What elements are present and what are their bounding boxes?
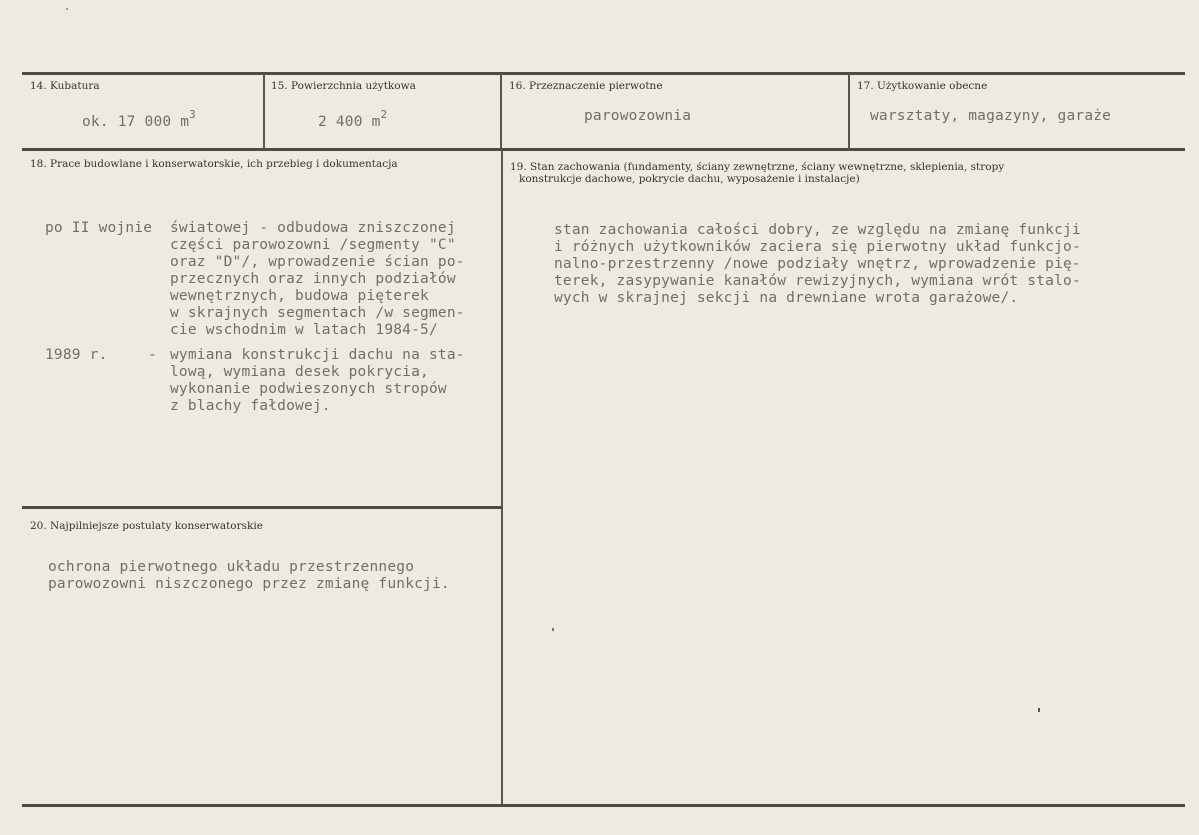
paper-speck — [1038, 708, 1040, 712]
field-20-line: ochrona pierwotnego układu przestrzennego — [48, 559, 415, 575]
main-column-divider — [501, 150, 503, 805]
field-18-entry2-prefix: 1989 r. — [45, 347, 108, 363]
field-19-line: wych w skrajnej sekcji na drewniane wrota garażowe/. — [554, 290, 1019, 306]
field-19-line: stan zachowania całości dobry, ze względu na zmianę funkcji — [554, 222, 1081, 238]
field-19-line: terek, zasypywanie kanałów rewizyjnych, wymiana wrót stalo- — [554, 273, 1081, 289]
field-17-value: warsztaty, magazyny, garaże — [870, 108, 1112, 124]
paper-speck — [552, 628, 554, 631]
row1-bottom-rule — [22, 148, 1185, 151]
field-18-entry1-line: oraz "D"/, wprowadzenie ścian po- — [170, 254, 465, 270]
field-18-label: 18. Prace budowlane i konserwatorskie, ich przebieg i dokumentacja — [30, 158, 398, 170]
field-14-label: 14. Kubatura — [30, 80, 100, 92]
field-18-entry2-line: wymiana konstrukcji dachu na sta- — [170, 347, 465, 363]
field-19-line: nalno-przestrzenny /nowe podziały wnętrz, wprowadzenie pię- — [554, 256, 1081, 272]
field-16-label: 16. Przeznaczenie pierwotne — [509, 80, 663, 92]
field-18-entry1-line: części parowozowni /segmenty "C" — [170, 237, 456, 253]
field-19-label-cont: konstrukcje dachowe, pokrycie dachu, wyposażenie i instalacje) — [519, 173, 860, 185]
field-18-entry1-line: w skrajnych segmentach /w segmen- — [170, 305, 465, 321]
field-15-value: 2 400 $m^2$ — [318, 108, 388, 130]
field-18-entry1-line: cie wschodnim w latach 1984-5/ — [170, 322, 438, 338]
divider-16-17 — [848, 74, 850, 149]
field-18-entry2-line: lową, wymiana desek pokrycia, — [170, 364, 429, 380]
field-19-label: 19. Stan zachowania (fundamenty, ściany zewnętrzne, ściany wewnętrzne, sklepienia, stropy — [510, 161, 1005, 173]
divider-14-15 — [263, 74, 265, 149]
field-20-label: 20. Najpilniejsze postulaty konserwatorskie — [30, 520, 263, 532]
top-rule — [22, 72, 1185, 75]
paper-speck — [66, 8, 68, 10]
bottom-rule — [22, 804, 1185, 807]
field-18-entry1-line: światowej - odbudowa zniszczonej — [170, 220, 456, 236]
field-18-entry2-line: z blachy fałdowej. — [170, 398, 331, 414]
field-15-label: 15. Powierzchnia użytkowa — [271, 80, 416, 92]
field-18-entry1-prefix: po II wojnie — [45, 220, 153, 236]
field-18-entry2-dash: - — [148, 347, 157, 363]
field-18-entry1-line: wewnętrznych, budowa pięterek — [170, 288, 429, 304]
divider-15-16 — [500, 74, 502, 149]
field-16-value: parowozownia — [584, 108, 692, 124]
field-18-entry1-line: przecznych oraz innych podziałów — [170, 271, 456, 287]
field-14-value: ok. 17 000 $m^3$ — [82, 108, 196, 130]
field-20-line: parowozowni niszczonego przez zmianę funkcji. — [48, 576, 450, 592]
field-18-entry2-line: wykonanie podwieszonych stropów — [170, 381, 447, 397]
field20-top-rule — [22, 506, 502, 509]
field-17-label: 17. Użytkowanie obecne — [857, 80, 988, 92]
field-19-line: i różnych użytkowników zaciera się pierwotny układ funkcjo- — [554, 239, 1081, 255]
